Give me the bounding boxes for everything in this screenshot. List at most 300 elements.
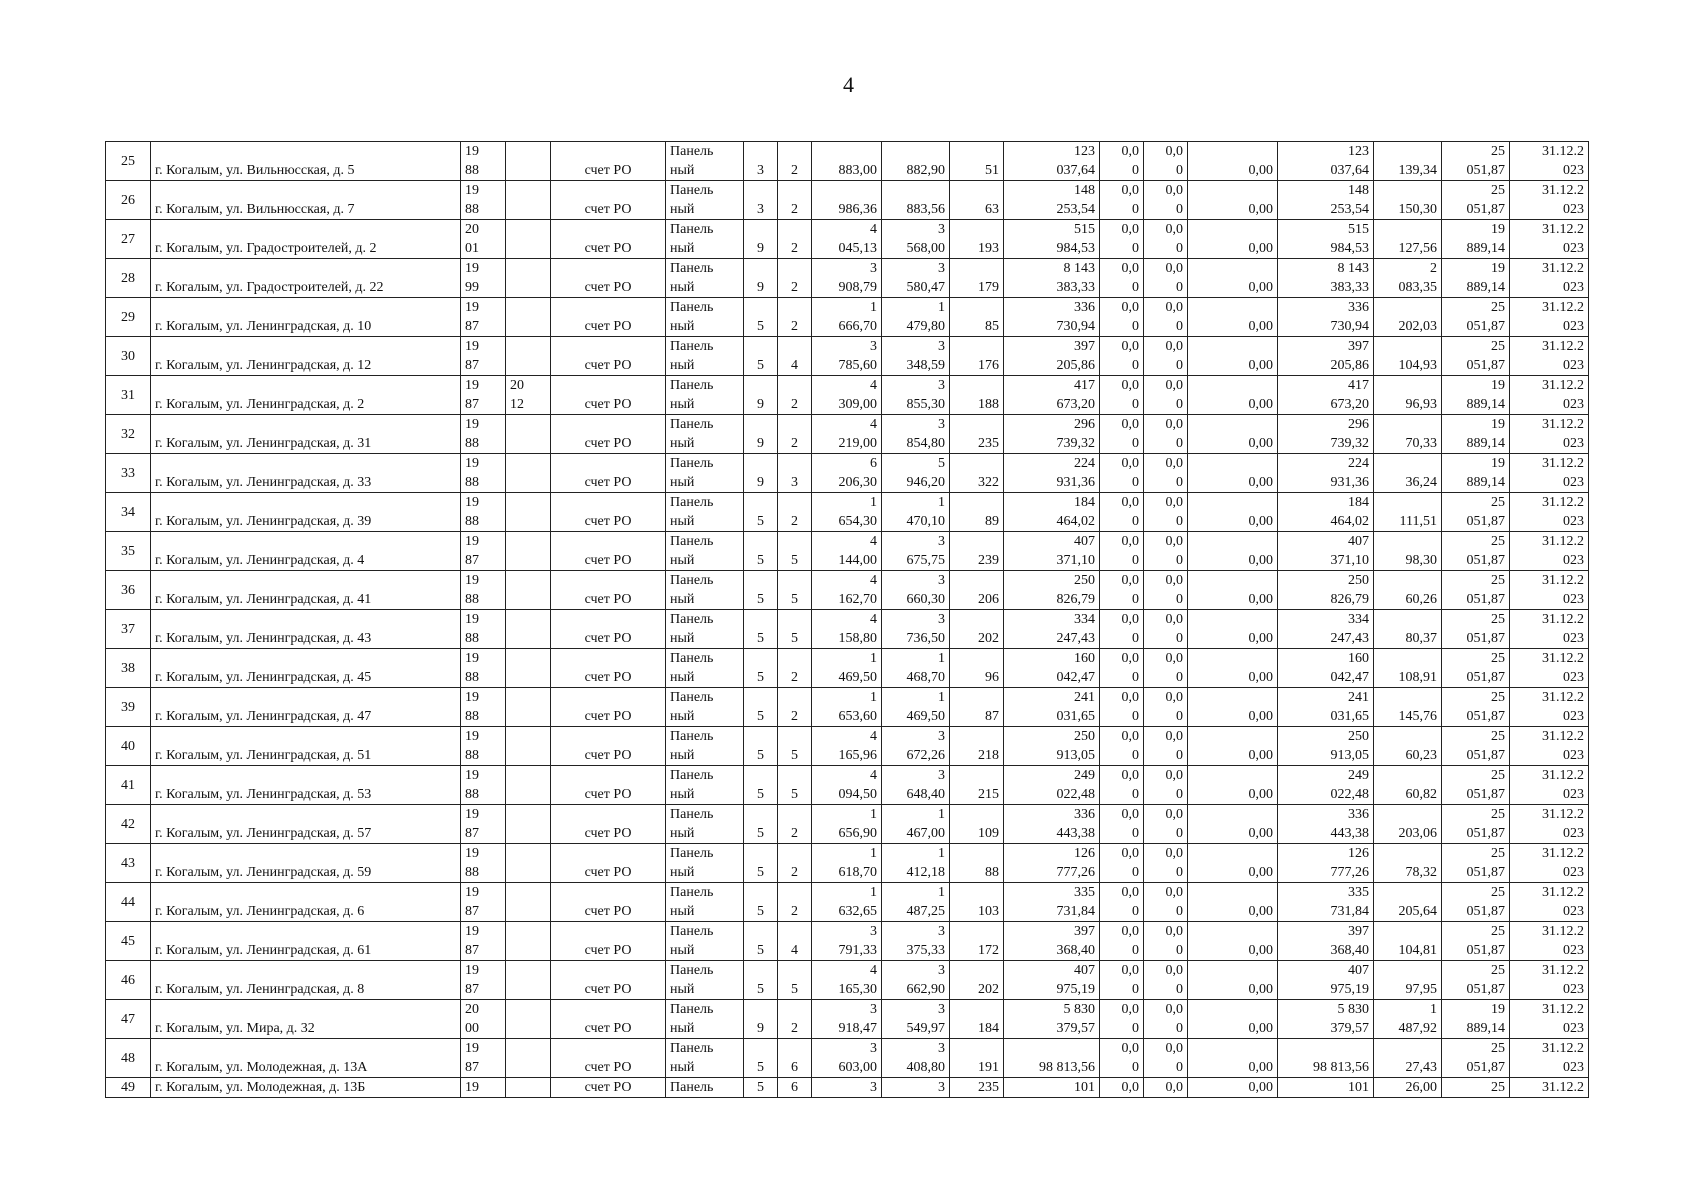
cell-line: 25 [1491,612,1505,627]
cell-line: 918,47 [838,1021,877,1036]
cell-year-built [461,649,506,688]
cell-line: 0,0 [1165,807,1183,822]
cell-line: ный [670,202,695,217]
cell-line: 0 [1132,904,1139,919]
cell-line: 0 [1176,241,1183,256]
cell-residents: 51 [950,142,1004,181]
cell-line: ный [670,787,695,802]
cell-fund-owner [1278,805,1374,844]
cell-limit-sqm [1442,415,1510,454]
cell-floors: 9 [744,220,778,259]
cell-fund-owner [1278,766,1374,805]
cell-floors: 3 [744,142,778,181]
cell-line: 19 [465,417,479,432]
cell-line: 412,18 [906,865,945,880]
cell-line: 247,43 [1056,631,1095,646]
cell-line: 1 [938,495,945,510]
cell-line [1378,922,1437,941]
cell-line: 0 [1176,163,1183,178]
cell-line: 051,87 [1466,982,1505,997]
cell-line: 023 [1563,709,1584,724]
cell-year-renovated [506,454,551,493]
cell-line: ный [670,748,695,763]
cell-line: 051,87 [1466,1060,1505,1075]
cell-line: 31.12.2 [1542,1080,1584,1095]
cell-deadline [1510,220,1589,259]
cell-line: 88 [465,709,479,724]
cell-fund-owner [1278,610,1374,649]
cell-line: 25 [1491,300,1505,315]
cell-line: 464,02 [1056,514,1095,529]
cell-line: 0,0 [1121,378,1139,393]
cell-fund-b [1144,532,1188,571]
cell-line: 5 830 [1337,1002,1369,1017]
cell-area-living [882,922,950,961]
cell-line: 296 [1348,417,1369,432]
cell-limit-sqm [1442,922,1510,961]
cell-line: 083,35 [1398,280,1437,295]
cell-line: 0,0 [1165,144,1183,159]
cell-line: 0,0 [1121,183,1139,198]
cell-line: 19 [465,144,479,159]
cell-residents: 96 [950,649,1004,688]
cell-fund-c: 0,00 [1188,805,1278,844]
cell-line: 889,14 [1466,475,1505,490]
cell-line: 739,32 [1330,436,1369,451]
cell-area-total [812,571,882,610]
cell-area-living [882,376,950,415]
cell-line: 417 [1348,378,1369,393]
cell-year-renovated [506,337,551,376]
cell-fund-b [1144,1039,1188,1078]
cell-line: 1 [1430,1002,1437,1017]
table-row [106,259,1589,298]
cell-fund-c: 0,00 [1188,259,1278,298]
cell-line: 023 [1563,826,1584,841]
cell-line: 205,86 [1330,358,1369,373]
cell-line: 0,0 [1121,339,1139,354]
cell-line: 3 [938,534,945,549]
cell-line [1378,1039,1437,1058]
cell-fund-method: счет РО [551,259,666,298]
cell-deadline [1510,727,1589,766]
cell-line: 0,0 [1165,885,1183,900]
cell-deadline [1510,922,1589,961]
cell-line: 051,87 [1466,358,1505,373]
cell-line: Панель [670,495,714,510]
cell-floors: 5 [744,766,778,805]
cell-line: 139,34 [1398,163,1437,178]
cell-line: Панель [670,768,714,783]
cell-line: 31.12.2 [1542,261,1584,276]
cell-line: 0,0 [1121,924,1139,939]
cell-limit-sqm [1442,649,1510,688]
cell-area-living [882,298,950,337]
cell-area-total [812,766,882,805]
cell-fund-a [1100,337,1144,376]
cell-line: 19 [465,729,479,744]
cell-cost-total [1004,337,1100,376]
cell-address: г. Когалым, ул. Градостроителей, д. 2 [151,220,461,259]
cell-line: Панель [670,378,714,393]
cell-line [816,181,877,200]
cell-line: 946,20 [906,475,945,490]
cell-line: 123 [1074,144,1095,159]
cell-line: 0,0 [1121,768,1139,783]
cell-line: ный [670,397,695,412]
cell-line: 31.12.2 [1542,807,1584,822]
cell-area-total [812,181,882,220]
cell-deadline [1510,844,1589,883]
cell-fund-method: счет РО [551,688,666,727]
cell-floors: 9 [744,1000,778,1039]
cell-line: 826,79 [1330,592,1369,607]
cell-fund-b [1144,454,1188,493]
cell-line: 31.12.2 [1542,768,1584,783]
cell-line: ный [670,904,695,919]
cell-line: 253,54 [1330,202,1369,217]
cell-line: 0 [1132,358,1139,373]
cell-line: 854,80 [906,436,945,451]
cell-area-total [812,610,882,649]
cell-line: 0 [1176,436,1183,451]
cell-fund-c: 0,00 [1188,961,1278,1000]
cell-year-renovated [506,493,551,532]
cell-line: 1 [870,651,877,666]
cell-line: 104,81 [1398,943,1437,958]
cell-line: 31.12.2 [1542,924,1584,939]
cell-line: 0,0 [1121,612,1139,627]
cell-fund-b [1144,961,1188,1000]
cell-line: 889,14 [1466,397,1505,412]
cell-line: 023 [1563,1021,1584,1036]
cell-line: 88 [465,865,479,880]
cell-line [1378,805,1437,824]
cell-line: 5 [938,456,945,471]
table-row [106,1078,1589,1098]
cell-line: 31.12.2 [1542,846,1584,861]
cell-line [1378,688,1437,707]
cell-line: 648,40 [906,787,945,802]
cell-fund-a [1100,961,1144,1000]
cell-line: 736,50 [906,631,945,646]
cell-line: 334 [1348,612,1369,627]
cell-year-built [461,298,506,337]
cell-entrances: 5 [778,610,812,649]
cell-line [1378,454,1437,473]
cell-cost-sqm [1374,220,1442,259]
cell-year-built [461,1000,506,1039]
cell-entrances: 2 [778,883,812,922]
cell-limit-sqm [1442,610,1510,649]
cell-address: г. Когалым, ул. Молодежная, д. 13А [151,1039,461,1078]
cell-line: 205,86 [1056,358,1095,373]
cell-address: г. Когалым, ул. Ленинградская, д. 45 [151,649,461,688]
cell-residents: 63 [950,181,1004,220]
cell-line: Панель [670,690,714,705]
cell-fund-b [1144,922,1188,961]
cell-limit-sqm [1442,1000,1510,1039]
cell-floors: 5 [744,922,778,961]
cell-line: 022,48 [1056,787,1095,802]
cell-cost-sqm [1374,1039,1442,1078]
cell-fund-owner [1278,181,1374,220]
cell-fund-owner [1278,1039,1374,1078]
cell-limit-sqm [1442,1078,1510,1098]
cell-number: 34 [106,493,151,532]
cell-line [1378,376,1437,395]
cell-fund-b [1144,259,1188,298]
cell-limit-sqm [1442,688,1510,727]
cell-number: 30 [106,337,151,376]
cell-line: 0,0 [1121,573,1139,588]
cell-cost-sqm [1374,454,1442,493]
cell-fund-b [1144,805,1188,844]
cell-line: 371,10 [1330,553,1369,568]
cell-number: 41 [106,766,151,805]
cell-year-renovated [506,961,551,1000]
cell-number: 32 [106,415,151,454]
cell-line: 568,00 [906,241,945,256]
cell-line: 250 [1348,573,1369,588]
table-row [106,493,1589,532]
cell-cost-total [1004,493,1100,532]
cell-deadline [1510,649,1589,688]
cell-area-living [882,1039,950,1078]
cell-limit-sqm [1442,454,1510,493]
cell-year-renovated [506,1039,551,1078]
cell-fund-c: 0,00 [1188,181,1278,220]
cell-line: Панель [670,729,714,744]
cell-number: 37 [106,610,151,649]
cell-deadline [1510,961,1589,1000]
cell-fund-b [1144,337,1188,376]
cell-line: 469,50 [838,670,877,685]
cell-year-built [461,883,506,922]
cell-year-renovated [506,688,551,727]
cell-line: 336 [1074,807,1095,822]
cell-line: 397 [1074,339,1095,354]
cell-line: 0,0 [1165,339,1183,354]
cell-line: 19 [465,300,479,315]
cell-line: Панель [670,963,714,978]
cell-line: 25 [1491,846,1505,861]
cell-line: 31.12.2 [1542,690,1584,705]
cell-line: 908,79 [838,280,877,295]
cell-cost-sqm [1374,337,1442,376]
cell-area-living [882,415,950,454]
cell-line: 487,25 [906,904,945,919]
cell-line: 051,87 [1466,514,1505,529]
cell-year-renovated [506,1000,551,1039]
cell-line [1378,961,1437,980]
cell-year-renovated [506,259,551,298]
cell-line: 19 [465,963,479,978]
cell-line: 855,30 [906,397,945,412]
cell-line: 3 [870,1002,877,1017]
cell-line: 654,30 [838,514,877,529]
cell-line: 19 [1491,222,1505,237]
cell-fund-a [1100,532,1144,571]
cell-line: 19 [465,612,479,627]
cell-line: 0,0 [1121,534,1139,549]
cell-line: 0,0 [1165,846,1183,861]
cell-fund-c: 0,00 [1188,844,1278,883]
cell-residents: 179 [950,259,1004,298]
cell-line [1378,766,1437,785]
cell-line: 022,48 [1330,787,1369,802]
cell-residents: 88 [950,844,1004,883]
cell-fund-c: 0,00 [1188,883,1278,922]
cell-line: 25 [1491,183,1505,198]
cell-fund-b [1144,610,1188,649]
cell-fund-method: счет РО [551,883,666,922]
cell-line: 26,00 [1405,1080,1437,1095]
cell-fund-method: счет РО [551,571,666,610]
cell-entrances: 2 [778,259,812,298]
cell-line: 379,57 [1330,1021,1369,1036]
cell-line: 31.12.2 [1542,729,1584,744]
cell-cost-sqm [1374,571,1442,610]
cell-line: 0,0 [1121,495,1139,510]
cell-year-built [461,922,506,961]
cell-wall-material [666,142,744,181]
cell-fund-c: 0,00 [1188,454,1278,493]
cell-year-renovated [506,571,551,610]
page-number: 4 [843,72,854,97]
cell-line: 4 [870,534,877,549]
cell-floors: 5 [744,493,778,532]
cell-fund-owner [1278,142,1374,181]
cell-line: 672,26 [906,748,945,763]
cell-line: 31.12.2 [1542,534,1584,549]
cell-line: Панель [670,456,714,471]
cell-line: 051,87 [1466,748,1505,763]
cell-line: 4 [870,768,877,783]
cell-line: 0 [1132,514,1139,529]
cell-fund-method: счет РО [551,649,666,688]
cell-cost-total [1004,415,1100,454]
cell-line: 31.12.2 [1542,222,1584,237]
cell-line: 87 [465,358,479,373]
cell-fund-method: счет РО [551,961,666,1000]
cell-wall-material [666,493,744,532]
cell-line: 25 [1491,885,1505,900]
cell-floors: 5 [744,805,778,844]
cell-line [1282,1039,1369,1058]
cell-line: Панель [670,339,714,354]
cell-year-renovated [506,220,551,259]
cell-line: 25 [1491,495,1505,510]
cell-fund-method: счет РО [551,727,666,766]
cell-line: Панель [670,300,714,315]
cell-line: 931,36 [1056,475,1095,490]
cell-line: 889,14 [1466,436,1505,451]
cell-entrances: 5 [778,727,812,766]
cell-line [1378,220,1437,239]
cell-line: 148 [1348,183,1369,198]
cell-line: 618,70 [838,865,877,880]
cell-wall-material [666,727,744,766]
cell-line: Панель [670,807,714,822]
cell-line: 165,96 [838,748,877,763]
cell-line: Панель [670,144,714,159]
cell-line: Панель [670,651,714,666]
cell-cost-sqm [1374,259,1442,298]
cell-line: 19 [465,534,479,549]
cell-fund-method: счет РО [551,1039,666,1078]
cell-line: 777,26 [1330,865,1369,880]
cell-line: 249 [1074,768,1095,783]
cell-line: Панель [670,417,714,432]
cell-line: 031,65 [1056,709,1095,724]
cell-cost-sqm [1374,1000,1442,1039]
cell-fund-method: счет РО [551,454,666,493]
cell-line: 250 [1074,729,1095,744]
cell-line: 203,06 [1398,826,1437,841]
cell-year-built [461,688,506,727]
cell-line [1008,1039,1095,1058]
cell-line: 371,10 [1056,553,1095,568]
cell-line: 145,76 [1398,709,1437,724]
cell-line: 051,87 [1466,631,1505,646]
cell-line: 383,33 [1330,280,1369,295]
cell-address: г. Когалым, ул. Молодежная, д. 13Б [151,1078,461,1098]
cell-floors: 3 [744,181,778,220]
cell-fund-method: счет РО [551,415,666,454]
cell-fund-b [1144,415,1188,454]
cell-line: 2 [1430,261,1437,276]
cell-limit-sqm [1442,220,1510,259]
cell-cost-sqm [1374,961,1442,1000]
cell-line: 1 [938,846,945,861]
cell-line: ный [670,670,695,685]
cell-line: 023 [1563,865,1584,880]
cell-line: 87 [465,1060,479,1075]
cell-line: 0 [1132,982,1139,997]
cell-limit-sqm [1442,883,1510,922]
table-row [106,415,1589,454]
cell-fund-b [1144,493,1188,532]
cell-line: 184 [1074,495,1095,510]
cell-cost-sqm [1374,844,1442,883]
cell-line: 19 [465,456,479,471]
table-row [106,376,1589,415]
cell-residents: 218 [950,727,1004,766]
cell-floors: 5 [744,649,778,688]
cell-line: 19 [1491,417,1505,432]
cell-area-total [812,688,882,727]
cell-residents: 239 [950,532,1004,571]
cell-line: Панель [670,261,714,276]
cell-cost-total [1004,610,1100,649]
cell-line: 98,30 [1405,553,1437,568]
cell-year-built [461,805,506,844]
cell-line: 656,90 [838,826,877,841]
cell-year-built [461,727,506,766]
cell-area-total [812,1000,882,1039]
cell-address: г. Когалым, ул. Вильнюсская, д. 7 [151,181,461,220]
cell-deadline [1510,688,1589,727]
cell-cost-sqm [1374,142,1442,181]
cell-limit-sqm [1442,493,1510,532]
cell-fund-method: счет РО [551,805,666,844]
cell-line: 042,47 [1330,670,1369,685]
cell-line: 023 [1563,553,1584,568]
cell-line: 580,47 [906,280,945,295]
cell-line: 407 [1348,963,1369,978]
cell-fund-c: 0,00 [1188,727,1278,766]
